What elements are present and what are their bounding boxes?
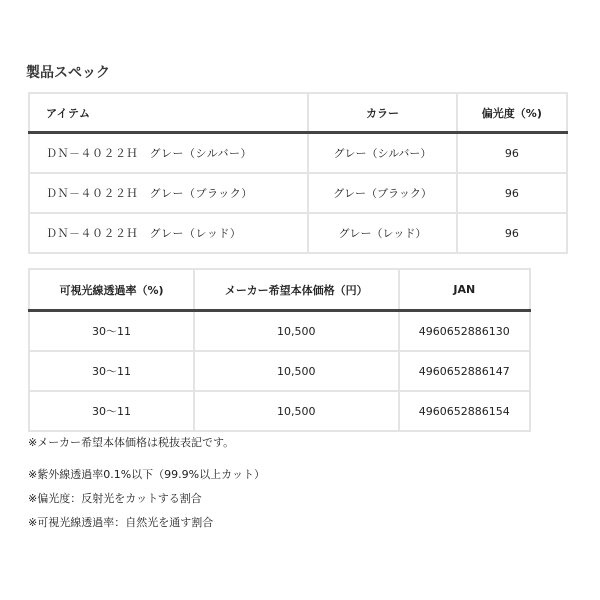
price-cell: 10,500 — [194, 351, 399, 391]
table-row — [29, 213, 567, 253]
table-row — [29, 133, 567, 174]
table-header-row — [29, 269, 530, 311]
price-cell: 10,500 — [194, 391, 399, 431]
color-cell: グレー（ブラック） — [308, 173, 456, 213]
price-cell: 10,500 — [194, 311, 399, 352]
item-name-cell: ＤＮ－４０２２Ｈ グレー（シルバー） — [29, 133, 308, 174]
item-name-cell: ＤＮ－４０２２Ｈ グレー（ブラック） — [29, 173, 308, 213]
column-header-transmittance: 可視光線透過率（%) — [29, 269, 194, 311]
table-row — [29, 173, 567, 213]
note-visible-light: ※可視光線透過率：自然光を通す割合 — [28, 516, 214, 529]
polarization-cell: 96 — [457, 173, 567, 213]
column-header-polarization: 偏光度（%) — [457, 93, 567, 133]
page-title: 製品スペック — [26, 65, 110, 81]
column-header-price: メーカー希望本体価格（円） — [194, 269, 399, 311]
spec-table-items — [28, 92, 568, 254]
column-header-jan: JAN — [399, 269, 530, 311]
transmittance-cell: 30〜11 — [29, 391, 194, 431]
column-header-color: カラー — [308, 93, 456, 133]
table-row — [29, 351, 530, 391]
table-row — [29, 311, 530, 352]
polarization-cell: 96 — [457, 213, 567, 253]
color-cell: グレー（レッド） — [308, 213, 456, 253]
note-price-tax: ※メーカー希望本体価格は税抜表記です。 — [28, 436, 235, 449]
item-name-cell: ＤＮ－４０２２Ｈ グレー（レッド） — [29, 213, 308, 253]
transmittance-cell: 30〜11 — [29, 311, 194, 352]
jan-cell: 4960652886154 — [399, 391, 530, 431]
note-uv: ※紫外線透過率0.1%以下（99.9%以上カット） — [28, 468, 265, 481]
color-cell: グレー（シルバー） — [308, 133, 456, 174]
jan-cell: 4960652886130 — [399, 311, 530, 352]
jan-cell: 4960652886147 — [399, 351, 530, 391]
note-polarization: ※偏光度：反射光をカットする割合 — [28, 492, 202, 505]
transmittance-cell: 30〜11 — [29, 351, 194, 391]
spec-table-price — [28, 268, 531, 432]
table-header-row — [29, 93, 567, 133]
column-header-item: アイテム — [29, 93, 308, 133]
polarization-cell: 96 — [457, 133, 567, 174]
table-row — [29, 391, 530, 431]
